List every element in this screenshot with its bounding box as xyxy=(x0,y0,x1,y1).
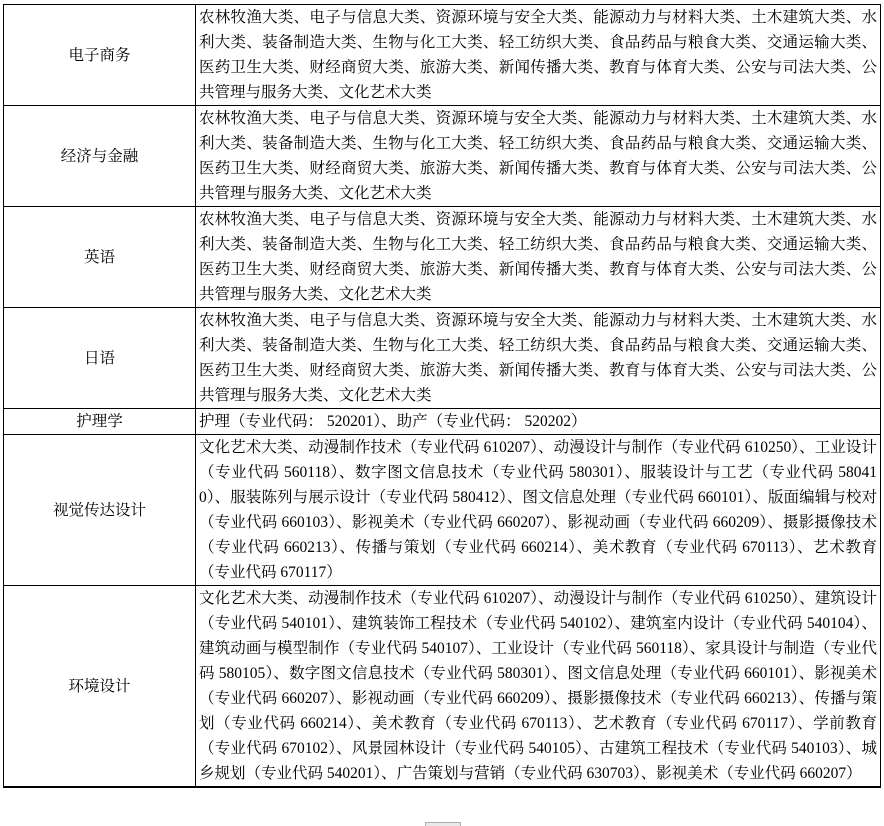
table-row xyxy=(4,435,881,586)
major-name-cell: 护理学 xyxy=(4,409,196,435)
eligible-majors-cell: 农林牧渔大类、电子与信息大类、资源环境与安全大类、能源动力与材料大类、土木建筑大类、水利大类、装备制造大类、生物与化工大类、轻工纺织大类、食品药品与粮食大类、交通运输大类、医药卫生大类、财经商贸大类、旅游大类、新闻传播大类、教育与体育大类、公安与司法大类、公共管理与服务大类、文化艺术大类 xyxy=(196,207,881,308)
partial-bottom-element xyxy=(425,822,461,826)
table-row xyxy=(4,207,881,308)
major-name-cell: 电子商务 xyxy=(4,5,196,106)
eligible-majors-cell: 文化艺术大类、动漫制作技术（专业代码 610207）、动漫设计与制作（专业代码 610250）、建筑设计（专业代码 540101）、建筑装饰工程技术（专业代码 540102）、建筑室内设计（专业代码 540104）、建筑动画与模型制作（专业代码 540107）、工业设计（专业代码 560118）、家具设计与制造（专业代码 580105）、数字图文信息技术（专业代码 580301）、图文信息处理（专业代码 660101）、影视美术（专业代码 660207）、影视动画（专业代码 660209）、摄影摄像技术（专业代码 660213）、传播与策划（专业代码 660214）、美术教育（专业代码 670113）、艺术教育（专业代码 670117）、学前教育（专业代码 670102）、风景园林设计（专业代码 540105）、古建筑工程技术（专业代码 540103）、城乡规划（专业代码 540201）、广告策划与营销（专业代码 630703）、影视美术（专业代码 660207） xyxy=(196,586,881,788)
major-name-cell: 日语 xyxy=(4,308,196,409)
table-body xyxy=(4,5,881,788)
majors-eligibility-table xyxy=(3,4,881,788)
major-name-cell: 环境设计 xyxy=(4,586,196,788)
eligible-majors-cell: 农林牧渔大类、电子与信息大类、资源环境与安全大类、能源动力与材料大类、土木建筑大类、水利大类、装备制造大类、生物与化工大类、轻工纺织大类、食品药品与粮食大类、交通运输大类、医药卫生大类、财经商贸大类、旅游大类、新闻传播大类、教育与体育大类、公安与司法大类、公共管理与服务大类、文化艺术大类 xyxy=(196,106,881,207)
major-name-cell: 视觉传达设计 xyxy=(4,435,196,586)
eligible-majors-cell: 文化艺术大类、动漫制作技术（专业代码 610207）、动漫设计与制作（专业代码 610250）、工业设计（专业代码 560118）、数字图文信息技术（专业代码 580301）、服装设计与工艺（专业代码 580410）、服装陈列与展示设计（专业代码 580412）、图文信息处理（专业代码 660101）、版面编辑与校对（专业代码 660103）、影视美术（专业代码 660207）、影视动画（专业代码 660209）、摄影摄像技术（专业代码 660213）、传播与策划（专业代码 660214）、美术教育（专业代码 670113）、艺术教育（专业代码 670117） xyxy=(196,435,881,586)
major-name-cell: 经济与金融 xyxy=(4,106,196,207)
eligible-majors-cell: 农林牧渔大类、电子与信息大类、资源环境与安全大类、能源动力与材料大类、土木建筑大类、水利大类、装备制造大类、生物与化工大类、轻工纺织大类、食品药品与粮食大类、交通运输大类、医药卫生大类、财经商贸大类、旅游大类、新闻传播大类、教育与体育大类、公安与司法大类、公共管理与服务大类、文化艺术大类 xyxy=(196,5,881,106)
eligible-majors-cell: 农林牧渔大类、电子与信息大类、资源环境与安全大类、能源动力与材料大类、土木建筑大类、水利大类、装备制造大类、生物与化工大类、轻工纺织大类、食品药品与粮食大类、交通运输大类、医药卫生大类、财经商贸大类、旅游大类、新闻传播大类、教育与体育大类、公安与司法大类、公共管理与服务大类、文化艺术大类 xyxy=(196,308,881,409)
table-row xyxy=(4,5,881,106)
major-name-cell: 英语 xyxy=(4,207,196,308)
table-row xyxy=(4,308,881,409)
eligible-majors-cell: 护理（专业代码： 520201）、助产（专业代码： 520202） xyxy=(196,409,881,435)
table-row xyxy=(4,586,881,788)
table-row xyxy=(4,409,881,435)
table-row xyxy=(4,106,881,207)
